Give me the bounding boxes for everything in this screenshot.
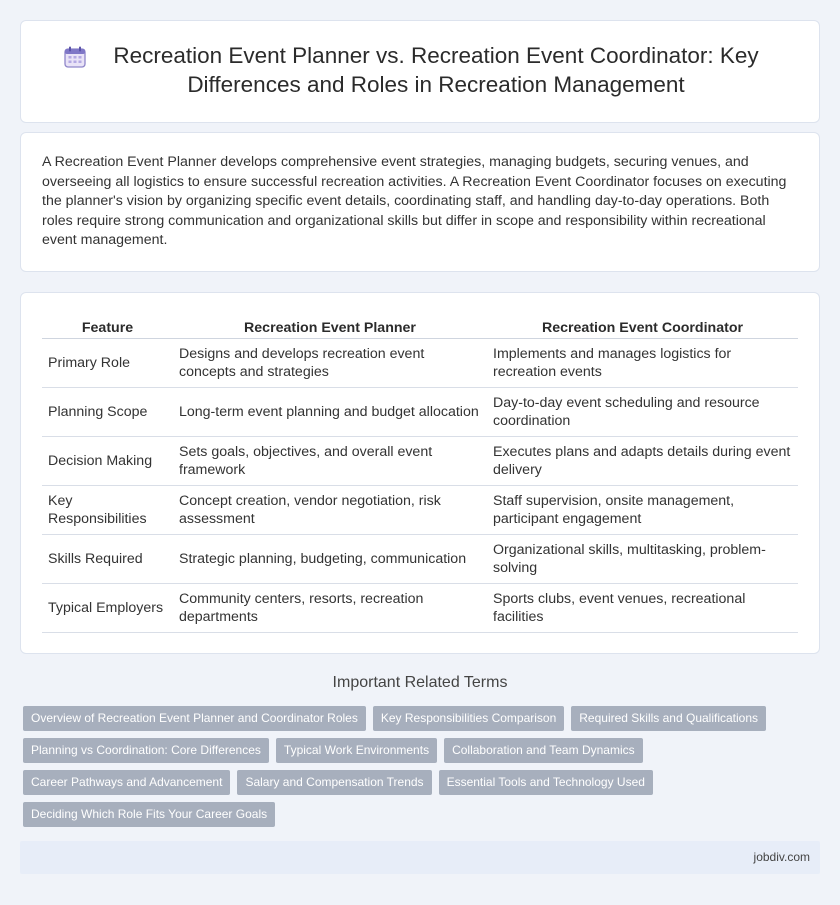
planner-cell: Strategic planning, budgeting, communication [173,534,487,583]
coordinator-cell: Executes plans and adapts details during event delivery [487,436,798,485]
related-tag[interactable]: Typical Work Environments [276,738,437,763]
related-tag[interactable]: Collaboration and Team Dynamics [444,738,643,763]
header-planner: Recreation Event Planner [173,315,487,338]
table-row [42,387,798,436]
coordinator-cell: Organizational skills, multitasking, problem-solving [487,534,798,583]
planner-cell: Designs and develops recreation event concepts and strategies [173,338,487,387]
related-terms-tags [23,706,783,834]
footer-site-link[interactable]: jobdiv.com [753,850,810,864]
related-tag[interactable]: Required Skills and Qualifications [571,706,766,731]
table-row [42,338,798,387]
related-tag[interactable]: Overview of Recreation Event Planner and Coordinator Roles [23,706,366,731]
planner-cell: Concept creation, vendor negotiation, risk assessment [173,485,487,534]
coordinator-cell: Day-to-day event scheduling and resource coordination [487,387,798,436]
feature-cell: Typical Employers [42,583,173,632]
related-tag[interactable]: Deciding Which Role Fits Your Career Goals [23,802,275,827]
calendar-icon [63,45,87,69]
related-tag[interactable]: Planning vs Coordination: Core Differences [23,738,269,763]
planner-cell: Sets goals, objectives, and overall event framework [173,436,487,485]
page-title: Recreation Event Planner vs. Recreation Event Coordinator: Key Differences and Roles in Recreation Management [113,43,759,97]
related-tag[interactable]: Key Responsibilities Comparison [373,706,564,731]
table-row [42,485,798,534]
footer-bar [20,841,820,874]
title-row [61,41,779,99]
coordinator-cell: Implements and manages logistics for recreation events [487,338,798,387]
table-header-row [42,315,798,338]
comparison-table [42,315,798,633]
intro-paragraph: A Recreation Event Planner develops comprehensive event strategies, managing budgets, securing venues, and overseeing all logistics to ensure successful recreation activities. A Recreation Event Coordinator focuses on executing the planner's vision by organizing specific event details, coordinating staff, and handling day-to-day operations. Both roles require strong communication and organizational skills but differ in scope and responsibility within recreational event management. [42,154,787,249]
table-row [42,436,798,485]
related-tag[interactable]: Salary and Compensation Trends [237,770,431,795]
comparison-card [20,292,820,654]
table-row [42,534,798,583]
header-feature: Feature [42,315,173,338]
feature-cell: Planning Scope [42,387,173,436]
intro-card [20,132,820,272]
coordinator-cell: Sports clubs, event venues, recreational facilities [487,583,798,632]
header-card [20,20,820,123]
feature-cell: Skills Required [42,534,173,583]
coordinator-cell: Staff supervision, onsite management, participant engagement [487,485,798,534]
feature-cell: Primary Role [42,338,173,387]
related-tag[interactable]: Essential Tools and Technology Used [439,770,653,795]
feature-cell: Decision Making [42,436,173,485]
table-row [42,583,798,632]
related-terms-title: Important Related Terms [332,674,508,691]
feature-cell: Key Responsibilities [42,485,173,534]
related-tag[interactable]: Career Pathways and Advancement [23,770,230,795]
planner-cell: Long-term event planning and budget allocation [173,387,487,436]
planner-cell: Community centers, resorts, recreation departments [173,583,487,632]
header-coordinator: Recreation Event Coordinator [487,315,798,338]
